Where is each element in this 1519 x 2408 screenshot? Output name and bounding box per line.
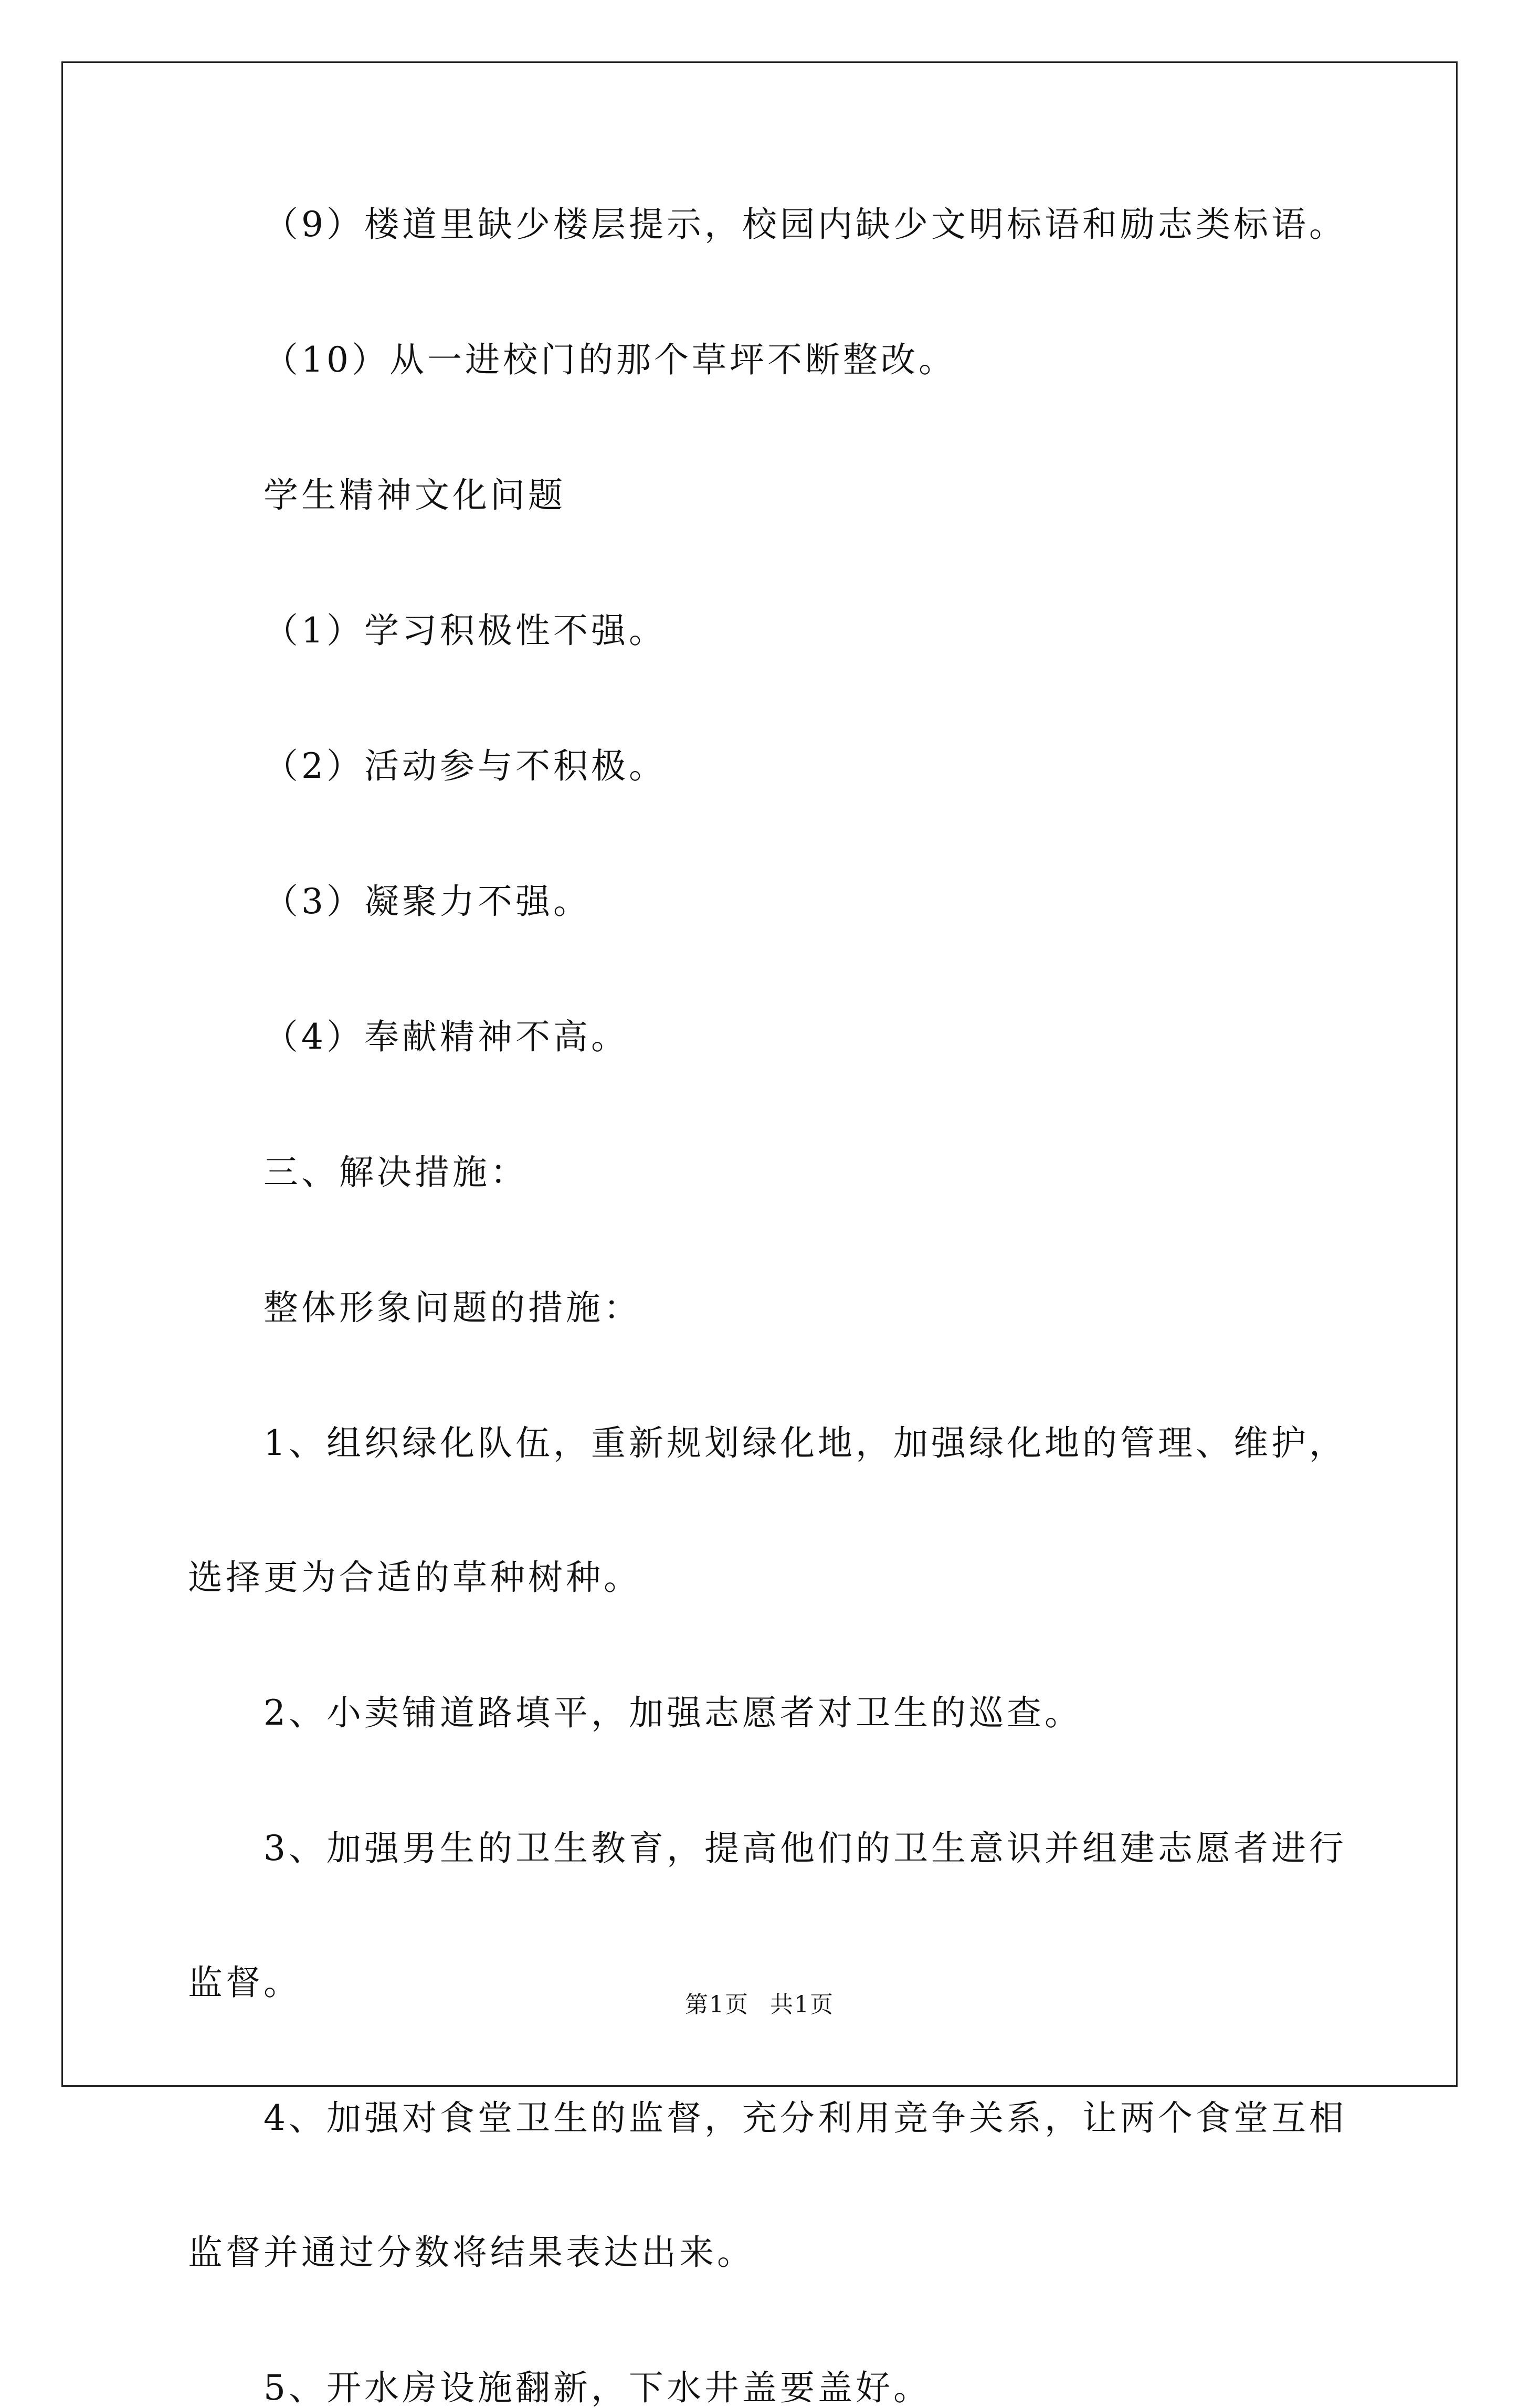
paragraph: （10）从一进校门的那个草坪不断整改。 [263, 340, 956, 380]
paragraph: （9）楼道里缺少楼层提示，校园内缺少文明标语和励志类标语。 [263, 204, 1347, 245]
paragraph: 3、加强男生的卫生教育，提高他们的卫生意识并组建志愿者进行 [263, 1828, 1347, 1868]
page-total: 共1页 [770, 1991, 834, 2018]
section-heading: 整体形象问题的措施： [263, 1287, 641, 1328]
paragraph: 1、组织绿化队伍，重新规划绿化地，加强绿化地的管理、维护， [263, 1423, 1347, 1463]
paragraph-continuation: 选择更为合适的草种树种。 [188, 1557, 641, 1598]
document-body [188, 204, 1364, 2408]
paragraph: 4、加强对食堂卫生的监督，充分利用竞争关系，让两个食堂互相 [263, 2098, 1347, 2138]
paragraph: （2）活动参与不积极。 [263, 746, 667, 786]
section-heading: 三、解决措施： [263, 1152, 528, 1192]
paragraph: 5、开水房设施翻新，下水井盖要盖好。 [263, 2368, 931, 2408]
paragraph-continuation: 监督并通过分数将结果表达出来。 [188, 2232, 755, 2273]
page-number: 第1页 [685, 1991, 749, 2018]
paragraph-continuation: 监督。 [188, 1962, 301, 2003]
paragraph: 2、小卖铺道路填平，加强志愿者对卫生的巡查。 [263, 1693, 1082, 1733]
page-footer [0, 1992, 1519, 2018]
section-heading: 学生精神文化问题 [263, 475, 566, 515]
paragraph: （1）学习积极性不强。 [263, 610, 667, 651]
paragraph: （4）奉献精神不高。 [263, 1017, 629, 1057]
paragraph: （3）凝聚力不强。 [263, 881, 591, 922]
